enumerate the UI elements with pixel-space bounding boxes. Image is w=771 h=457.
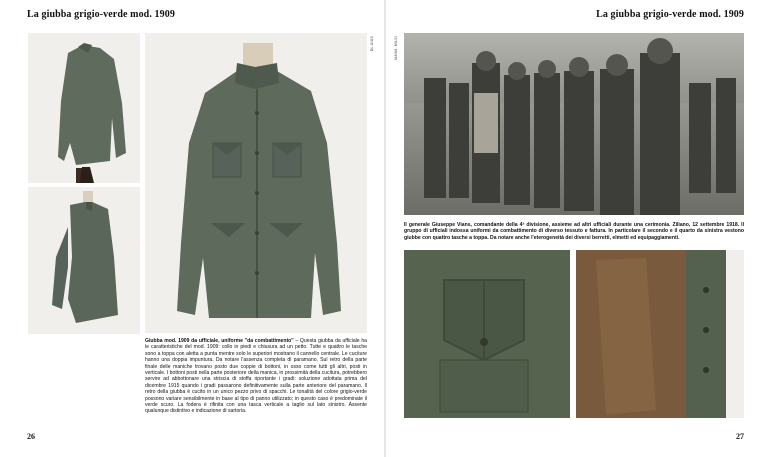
jacket-back-photo bbox=[28, 187, 140, 334]
right-page-number: 27 bbox=[736, 432, 744, 441]
jacket-three-quarter-photo bbox=[28, 33, 140, 183]
left-page-number: 26 bbox=[27, 432, 35, 441]
pocket-detail-photo bbox=[404, 250, 570, 418]
caption-title: Giubba mod. 1909 da ufficiale, uniforme "da combattimento" bbox=[145, 338, 294, 344]
caption-body: – Questa giubba da ufficiale ha le caratteristiche del mod. 1909: collo in piedi e chiusura ad un petto. Tutte e quattro le tasche sono a toppa con aletta a punta mentre solo le superiori mostrano il cannello centrale. Le cuciture hanno una doppia impuntura. Da notare l'assenza completa di paramano. Sul retro della parte finale delle maniche trovano posto due coppie di bottoni, in osso come tutti gli altri, posti in verticale. I bottoni posti nella parte posteriore della manica, in prossimità della cucitura, potrebbero servire ad abbottonare una striscia di stoffa riportante i gradi: soluzione adottata prima del dicembre 1915 quando i gradi passarono definitivamente sulla parte anteriore del paramano. Il retro della giubba è cucito in un unico pezzo privo di spacchi. Le tonalità del colore grigio-verde possono variare sensibilmente in base al tipo di panno utilizzato; in questo caso è predominate il verde scuro. La fodera è rifinita con una tasca verticale a taglio sul lato sinistro. Assente qualunque distintivo e indicazione di sartoria. bbox=[145, 338, 367, 415]
left-page bbox=[0, 0, 385, 457]
jacket-caption bbox=[145, 338, 367, 415]
photo-credit-left: DL GIUS bbox=[370, 36, 374, 52]
right-page bbox=[386, 0, 771, 457]
jacket-front-photo bbox=[145, 33, 367, 333]
photo-credit-right: MAXM. MILSI bbox=[394, 36, 398, 60]
lining-detail-photo bbox=[576, 250, 744, 418]
right-running-header: La giubba grigio-verde mod. 1909 bbox=[596, 9, 744, 20]
left-running-header: La giubba grigio-verde mod. 1909 bbox=[27, 9, 175, 20]
officers-ceremony-photo bbox=[404, 33, 744, 215]
ceremony-caption: Il generale Giuseppe Vians, comandante della 4ª divisione, assieme ad altri ufficiali durante una cerimonia. Ziliano, 12 settembre 1918. Il gruppo di ufficiali indossa uniformi da combattimento di diverso tessuto e fattura. In particolare il secondo e il quarto da sinistra vestono giubbe con quattro tasche a toppa. Da notare anche l'eterogeneità dei diversi berretti, elmetti ed equipaggiamenti. bbox=[404, 222, 744, 241]
